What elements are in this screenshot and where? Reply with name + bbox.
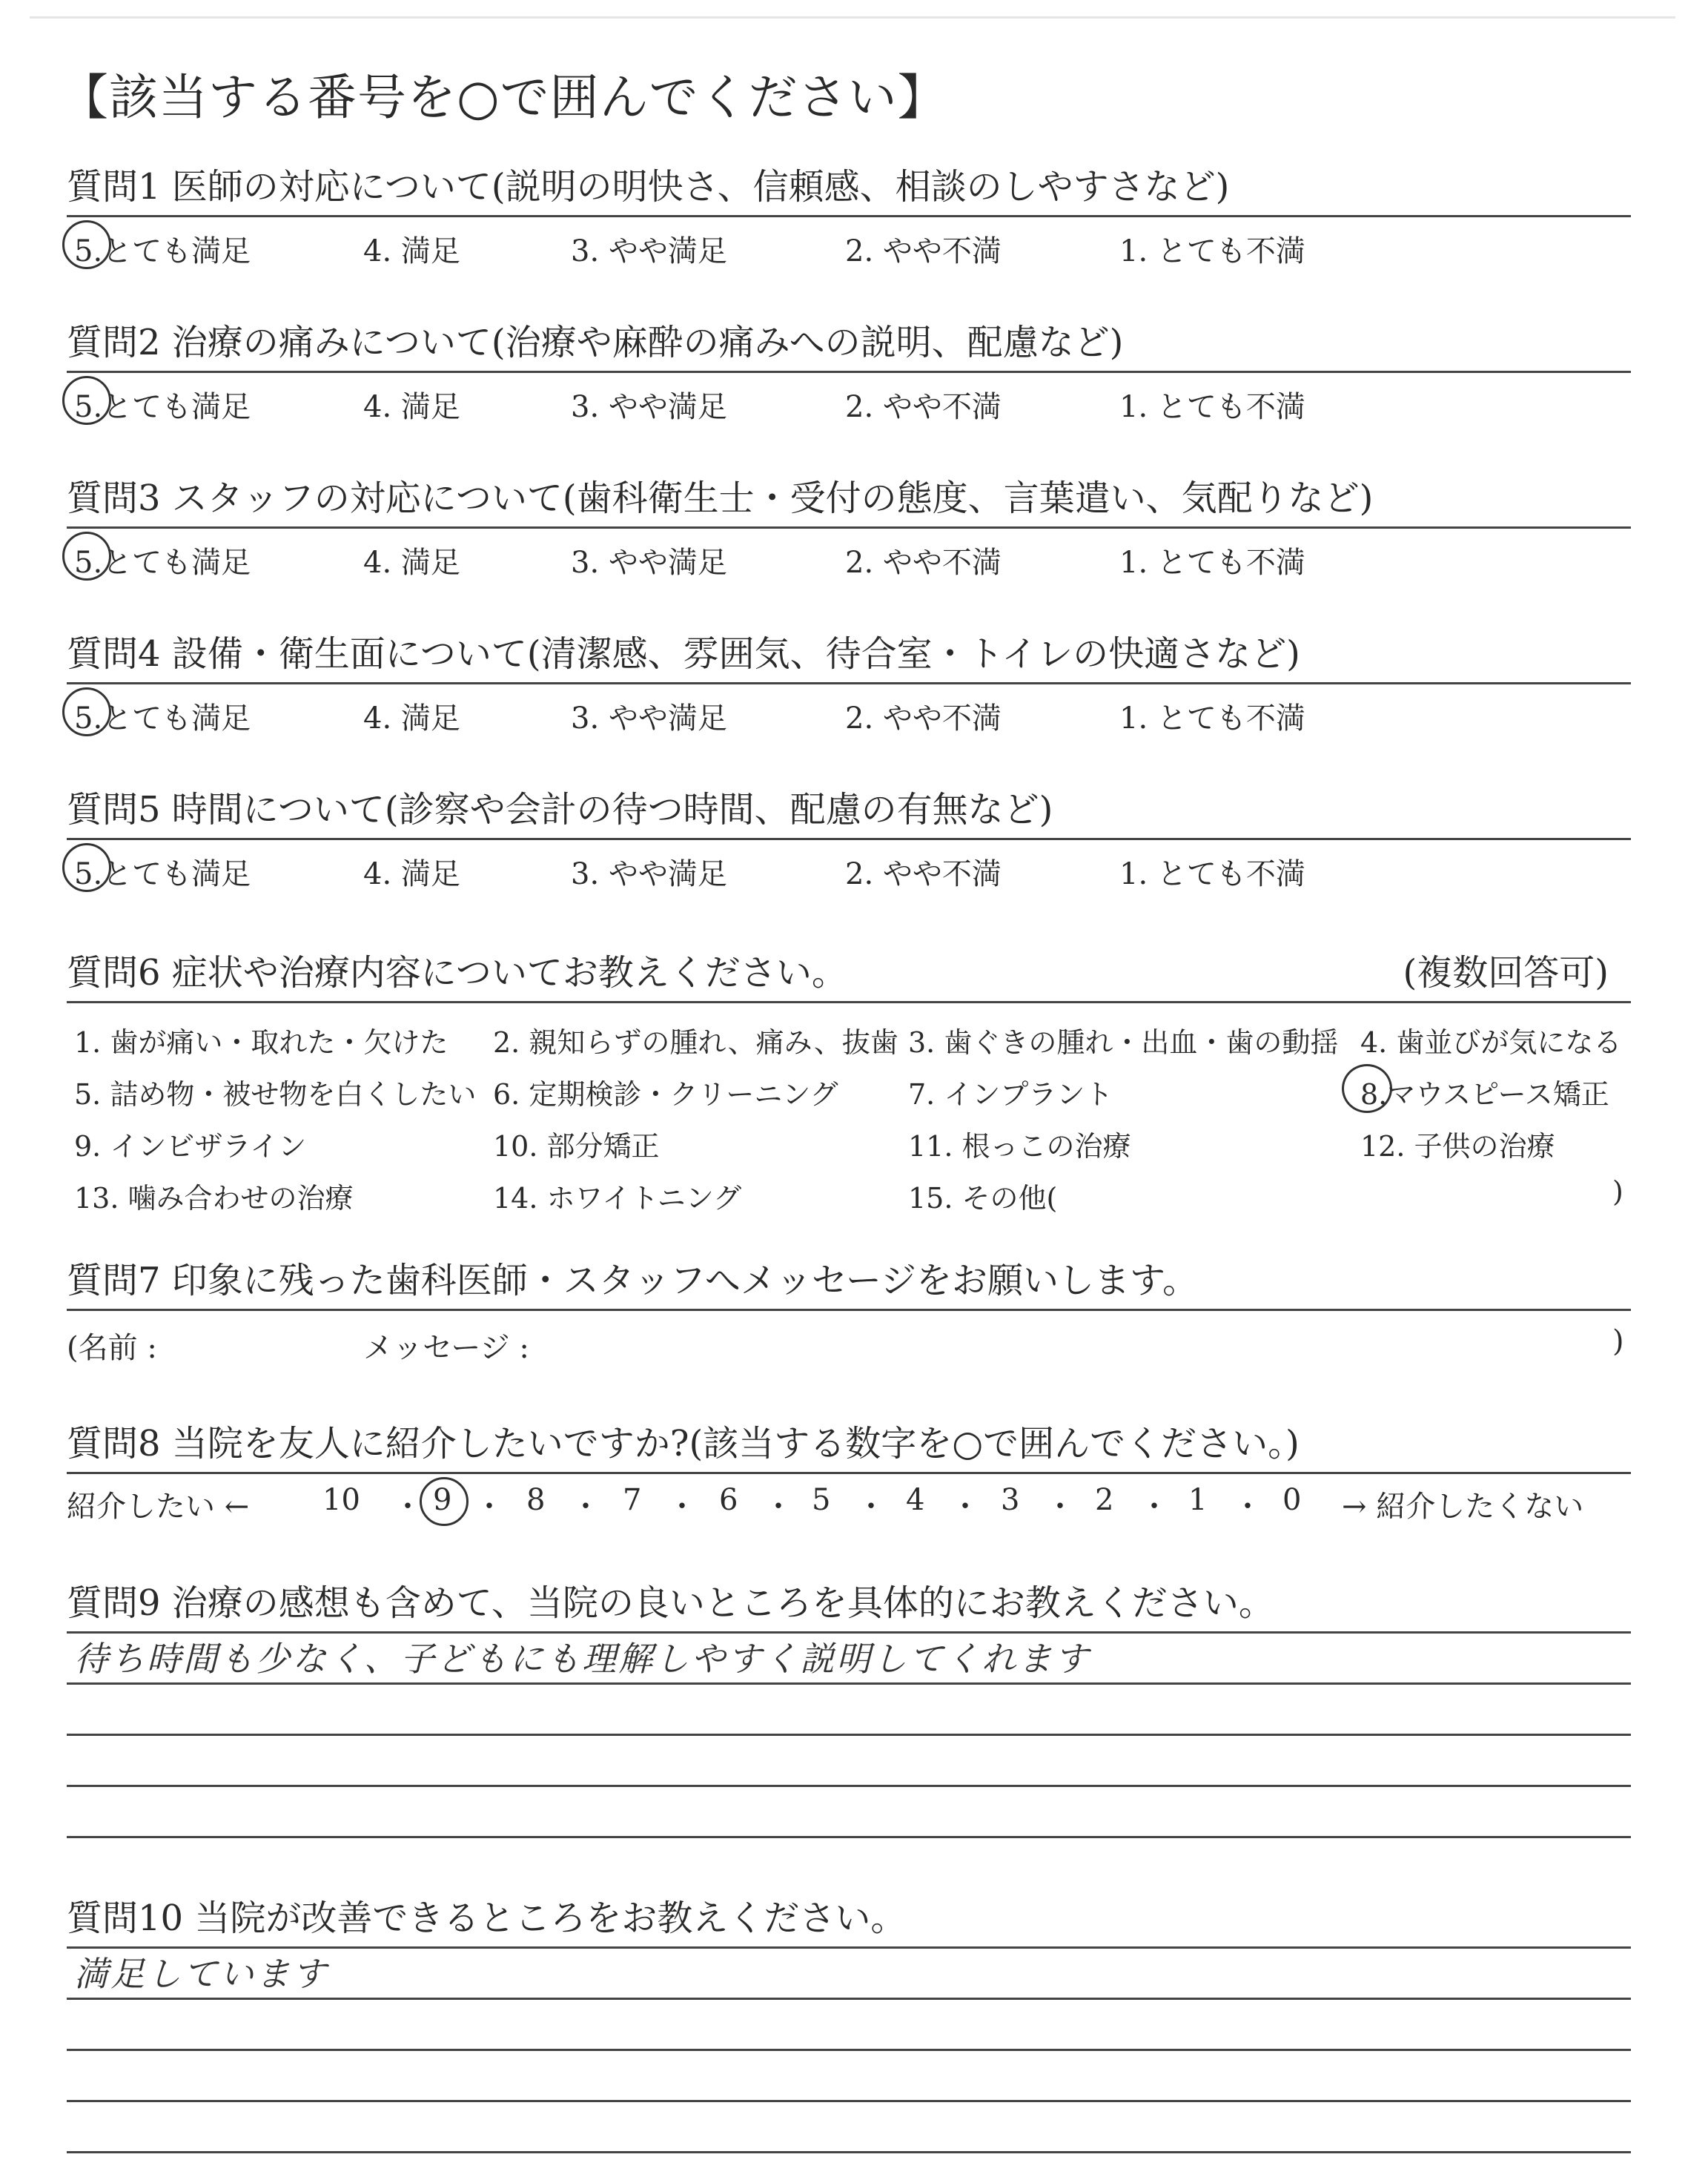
question-1-label: 質問1 医師の対応について(説明の明快さ、信頼感、相談のしやすさなど): [67, 166, 1230, 208]
scale-10[interactable]: 10: [322, 1483, 360, 1517]
option-3[interactable]: 3. やや満足: [571, 701, 727, 736]
q6-option-4[interactable]: 4. 歯並びが気になる: [1360, 1026, 1622, 1059]
option-4[interactable]: 4. 満足: [363, 390, 460, 424]
message-field-label: メッセージ :: [363, 1331, 529, 1365]
scale-dot: ・: [393, 1490, 423, 1524]
option-4[interactable]: 4. 満足: [363, 546, 460, 580]
q6-option-14[interactable]: 14. ホワイトニング: [493, 1182, 742, 1215]
q6-option-1[interactable]: 1. 歯が痛い・取れた・欠けた: [74, 1026, 448, 1059]
scale-dot: ・: [571, 1490, 600, 1524]
scale-5[interactable]: 5: [812, 1483, 831, 1517]
scale-1[interactable]: 1: [1188, 1483, 1208, 1517]
option-5[interactable]: 5.とても満足: [74, 234, 251, 268]
question-8-label: 質問8 当院を友人に紹介したいですか?(該当する数字を○で囲んでください。): [67, 1423, 1300, 1464]
question-2-label: 質問2 治療の痛みについて(治療や麻酔の痛みへの説明、配慮など): [67, 322, 1124, 363]
answer-line[interactable]: [67, 1787, 1631, 1838]
q6-option-3[interactable]: 3. 歯ぐきの腫れ・出血・歯の動揺: [908, 1026, 1339, 1059]
page-top-rule: [30, 16, 1675, 19]
question-4: [67, 623, 1631, 736]
answer-line[interactable]: [67, 2102, 1631, 2153]
question-7-label: 質問7 印象に残った歯科医師・スタッフへメッセージをお願いします。: [67, 1260, 1199, 1301]
scale-6[interactable]: 6: [719, 1483, 738, 1517]
answer-line[interactable]: [67, 1634, 1631, 1685]
answer-line[interactable]: [67, 2000, 1631, 2051]
q6-option-6[interactable]: 6. 定期検診・クリーニング: [493, 1078, 838, 1111]
scale-dot: ・: [856, 1490, 886, 1524]
question-10-label: 質問10 当院が改善できるところをお教えください。: [67, 1898, 907, 1939]
option-5[interactable]: 5.とても満足: [74, 857, 251, 891]
page-title: 【該当する番号を○で囲んでください】: [59, 69, 947, 126]
message-close: ): [1612, 1324, 1624, 1358]
scale-0[interactable]: 0: [1282, 1483, 1302, 1517]
q6-option-11[interactable]: 11. 根っこの治療: [908, 1130, 1131, 1163]
handwritten-answer: 待ち時間も少なく、子どもにも理解しやすく説明してくれます: [74, 1639, 1091, 1679]
answer-line[interactable]: [67, 2051, 1631, 2102]
option-3[interactable]: 3. やや満足: [571, 234, 727, 268]
answer-line[interactable]: [67, 1949, 1631, 2000]
option-1[interactable]: 1. とても不満: [1119, 234, 1305, 268]
scale-3[interactable]: 3: [1001, 1483, 1020, 1517]
question-5-label: 質問5 時間について(診察や会計の待つ時間、配慮の有無など): [67, 789, 1053, 830]
scale-2[interactable]: 2: [1095, 1483, 1114, 1517]
q6-option-5[interactable]: 5. 詰め物・被せ物を白くしたい: [74, 1078, 477, 1111]
option-1[interactable]: 1. とても不満: [1119, 546, 1305, 580]
question-10: [67, 1887, 1631, 2153]
option-5[interactable]: 5.とても満足: [74, 390, 251, 424]
q6-other-close: ): [1612, 1175, 1623, 1208]
option-2[interactable]: 2. やや不満: [845, 701, 1002, 736]
scale-dot: ・: [1045, 1490, 1075, 1524]
option-2[interactable]: 2. やや不満: [845, 234, 1002, 268]
scale-dot: ・: [1139, 1490, 1169, 1524]
option-4[interactable]: 4. 満足: [363, 234, 460, 268]
option-4[interactable]: 4. 満足: [363, 857, 460, 891]
option-2[interactable]: 2. やや不満: [845, 857, 1002, 891]
scale-right-label: → 紹介したくない: [1342, 1490, 1584, 1524]
q6-option-13[interactable]: 13. 噛み合わせの治療: [74, 1182, 354, 1215]
answer-line[interactable]: [67, 1736, 1631, 1787]
question-6-note: (複数回答可): [1403, 952, 1609, 994]
q6-option-2[interactable]: 2. 親知らずの腫れ、痛み、抜歯: [493, 1026, 898, 1059]
q6-option-15[interactable]: 15. その他(: [908, 1182, 1058, 1215]
q6-option-8[interactable]: 8.マウスピース矯正: [1360, 1078, 1609, 1111]
q6-option-10[interactable]: 10. 部分矯正: [493, 1130, 660, 1163]
question-2: [67, 311, 1631, 425]
handwritten-answer: 満足しています: [74, 1954, 328, 1994]
q6-option-9[interactable]: 9. インビザライン: [74, 1130, 307, 1163]
option-1[interactable]: 1. とても不満: [1119, 390, 1305, 424]
question-6: [67, 942, 1631, 1215]
scale-dot: ・: [950, 1490, 980, 1524]
question-8: [67, 1413, 1631, 1526]
scale-dot: ・: [764, 1490, 793, 1524]
question-9-label: 質問9 治療の感想も含めて、当院の良いところを具体的にお教えください。: [67, 1582, 1274, 1624]
name-field-label: (名前 :: [67, 1331, 157, 1365]
option-5[interactable]: 5.とても満足: [74, 701, 251, 736]
scale-7[interactable]: 7: [623, 1483, 642, 1517]
question-7: [67, 1249, 1631, 1370]
scale-dot: ・: [1233, 1490, 1262, 1524]
option-3[interactable]: 3. やや満足: [571, 857, 727, 891]
scale-left-label: 紹介したい ←: [67, 1490, 250, 1524]
question-5: [67, 779, 1631, 892]
option-3[interactable]: 3. やや満足: [571, 546, 727, 580]
scale-4[interactable]: 4: [906, 1483, 925, 1517]
option-1[interactable]: 1. とても不満: [1119, 857, 1305, 891]
option-3[interactable]: 3. やや満足: [571, 390, 727, 424]
option-4[interactable]: 4. 満足: [363, 701, 460, 736]
q6-option-7[interactable]: 7. インプラント: [908, 1078, 1113, 1111]
option-1[interactable]: 1. とても不満: [1119, 701, 1305, 736]
scale-8[interactable]: 8: [526, 1483, 546, 1517]
question-4-label: 質問4 設備・衛生面について(清潔感、雰囲気、待合室・トイレの快適さなど): [67, 633, 1300, 675]
scale-dot: ・: [667, 1490, 697, 1524]
option-5[interactable]: 5.とても満足: [74, 546, 251, 580]
option-2[interactable]: 2. やや不満: [845, 546, 1002, 580]
scale-9[interactable]: 9: [433, 1483, 452, 1517]
question-3-label: 質問3 スタッフの対応について(歯科衛生士・受付の態度、言葉遣い、気配りなど): [67, 478, 1374, 519]
question-3: [67, 467, 1631, 581]
question-1: [67, 156, 1631, 269]
answer-line[interactable]: [67, 1685, 1631, 1736]
scale-dot: ・: [474, 1490, 504, 1524]
q6-option-12[interactable]: 12. 子供の治療: [1360, 1130, 1555, 1163]
question-9: [67, 1572, 1631, 1838]
question-6-label: 質問6 症状や治療内容についてお教えください。: [67, 952, 847, 994]
option-2[interactable]: 2. やや不満: [845, 390, 1002, 424]
